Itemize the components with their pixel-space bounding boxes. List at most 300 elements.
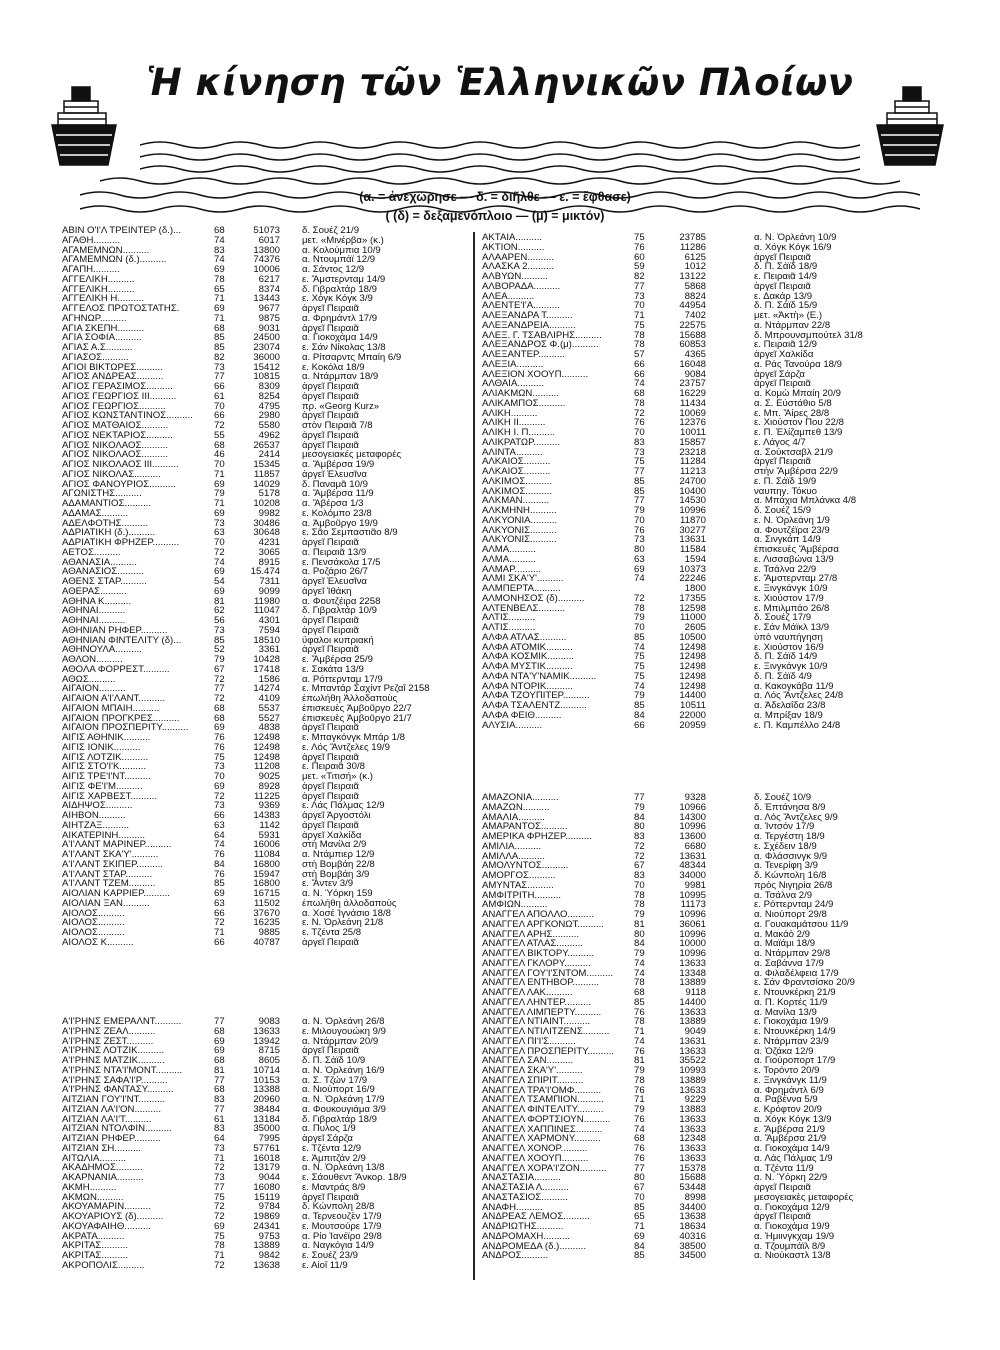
ship-built-year: 78 xyxy=(634,603,645,614)
ship-row xyxy=(62,733,472,743)
ship-row xyxy=(62,1066,472,1076)
ship-name: ΑΙΗΒΟΝ.......... xyxy=(62,811,126,821)
ship-status: ἀργεῖ Πειραιᾶ xyxy=(302,781,359,792)
ship-row xyxy=(482,565,942,575)
ship-status: ἀργεῖ Πειραιᾶ xyxy=(754,252,811,263)
ship-built-year: 70 xyxy=(634,428,645,438)
ship-name: ΑΘΕΡΑΣ.......... xyxy=(62,586,127,597)
ship-tonnage: 18510 xyxy=(253,635,280,646)
ship-status: α. Νιούπορτ 16/9 xyxy=(302,1085,375,1095)
ship-row xyxy=(62,255,472,265)
ship-name: ΑΝΑΓΓΕΛ ΦΙΝΤΕΛΙΤΥ.......... xyxy=(482,1105,604,1115)
ship-tonnage: 18634 xyxy=(679,1222,706,1232)
ship-tonnage: 4365 xyxy=(684,350,706,360)
ship-tonnage: 14400 xyxy=(679,997,706,1008)
ship-name: ΑΝΑΓΓΕΛ ΧΑΠΠΙΝΕΣ.......... xyxy=(482,1124,603,1135)
ship-status: α. Ραβέννα 5/9 xyxy=(754,1095,818,1105)
ship-name: ΑΚΜΗ.......... xyxy=(62,1182,117,1193)
ship-row xyxy=(482,662,942,672)
ship-tonnage: 13800 xyxy=(253,245,280,256)
ship-row xyxy=(62,1085,472,1095)
ship-status: α. Φλάσσινγκ 9/9 xyxy=(754,851,828,862)
ship-row xyxy=(482,292,942,302)
ship-status: ε. Τζέντα 12/9 xyxy=(302,1143,362,1154)
ship-row xyxy=(482,360,942,370)
ship-built-year: 73 xyxy=(214,362,225,373)
ship-built-year: 57 xyxy=(634,350,645,360)
ship-tonnage: 12348 xyxy=(679,1134,706,1144)
ship-tonnage: 1594 xyxy=(684,554,706,565)
ship-row xyxy=(62,1222,472,1232)
ship-built-year: 76 xyxy=(634,525,645,536)
ship-tonnage: 9025 xyxy=(258,772,280,782)
ship-name: ΑΚΡΙΤΑΣ.......... xyxy=(62,1241,128,1251)
ship-status: α. Ρόττερνταμ 17/9 xyxy=(302,674,383,685)
ship-built-year: 85 xyxy=(634,701,645,711)
ship-built-year: 72 xyxy=(634,851,645,862)
ship-status: α. Ροζάριο 26/7 xyxy=(302,567,369,577)
ship-row xyxy=(482,672,942,682)
ship-status: α. Γιοκοχάμα 12/9 xyxy=(754,1202,830,1213)
ship-status: ἐπισκευὲς Ἀμβοῦργο 21/7 xyxy=(302,713,412,724)
ship-row xyxy=(482,930,942,940)
ship-row xyxy=(62,1232,472,1242)
ship-row xyxy=(62,821,472,831)
ship-built-year: 78 xyxy=(634,330,645,341)
ship-name: ΑΛΕΞΙΟΝ ΧΟΟΥΠ.......... xyxy=(482,369,589,380)
ship-status: ε. Σακάτα 13/9 xyxy=(302,664,364,675)
ship-status: α. Μαϊάμι 18/9 xyxy=(754,939,816,949)
ship-built-year: 80 xyxy=(634,929,645,940)
ship-tonnage: 40316 xyxy=(679,1231,706,1242)
ship-built-year: 79 xyxy=(634,910,645,920)
ship-name: Α'Ι'ΡΗΝΣ ΖΕΑΛ.......... xyxy=(62,1026,156,1037)
ship-status: ἀργεῖ Πειραιᾶ xyxy=(302,304,359,314)
ship-row xyxy=(62,1154,472,1164)
ship-status: α. Ν. Ὑόρκη 22/9 xyxy=(754,1173,828,1183)
ship-built-year: 67 xyxy=(634,861,645,871)
ship-status: ε. Χιούστον Που 22/8 xyxy=(754,418,844,428)
ship-status: α. Φρημάντλ 17/9 xyxy=(302,313,378,324)
ship-status: ἀργεῖ Πειραιᾶ xyxy=(302,411,359,421)
ship-row xyxy=(482,939,942,949)
ship-status: δ. Π. Σάϊδ 15/9 xyxy=(754,301,818,311)
ship-name: ΑΓΑΘΗ.......... xyxy=(62,235,121,246)
ship-tonnage: 9982 xyxy=(258,508,280,519)
ship-status: δ. Γιβραλτάρ 18/9 xyxy=(302,284,377,295)
ship-tonnage: 8309 xyxy=(258,382,280,392)
ship-built-year: 75 xyxy=(634,671,645,682)
ship-row xyxy=(62,343,472,353)
ship-tonnage: 6017 xyxy=(258,235,280,246)
ship-status: ἀργεῖ Ἐλευσῖνα xyxy=(302,469,367,480)
ship-status: ε. Κολόμπο 23/8 xyxy=(302,508,372,519)
ship-status: α. Λός Ἄντζελες 9/9 xyxy=(754,812,838,823)
ship-row xyxy=(482,282,942,292)
ship-status: ἀργεῖ Πειραιᾶ xyxy=(754,1183,811,1193)
ship-status: στὴ Βομβάη 22/8 xyxy=(302,859,375,870)
ship-name: ΑΓΙΟΣ ΝΙΚΟΛΑΣ.......... xyxy=(62,469,161,480)
ship-tonnage: 11047 xyxy=(254,606,280,616)
ship-name: ΑΛΚΙΜΟΣ.......... xyxy=(482,486,552,497)
ship-status: ἀργεῖ Πειραιᾶ xyxy=(302,1046,359,1056)
ship-row xyxy=(482,1037,942,1047)
ship-status: ἀργεῖ Πειραιᾶ xyxy=(302,382,359,392)
ship-built-year: 79 xyxy=(634,506,645,516)
ship-name: ΑΔΑΜΑΝΤΙΟΣ.......... xyxy=(62,499,152,509)
ship-status: ε. Ἀμπιτζάν 2/9 xyxy=(302,1153,366,1164)
ship-name: ΑΓΙΟΣ ΦΑΝΟΥΡΙΟΣ.......... xyxy=(62,479,176,490)
ship-row xyxy=(62,1251,472,1261)
ship-tonnage: 4109 xyxy=(258,694,280,704)
ship-row xyxy=(62,675,472,685)
ship-row xyxy=(62,1027,472,1037)
ship-row xyxy=(62,431,472,441)
ship-tonnage: 51073 xyxy=(253,226,280,236)
ship-name: ΑΔΑΜΑΣ.......... xyxy=(62,508,129,519)
ship-built-year: 73 xyxy=(214,518,225,529)
ship-tonnage: 74376 xyxy=(253,255,280,265)
ship-status: δ. Γιβραλτάρ 18/9 xyxy=(302,1114,377,1125)
ship-built-year: 77 xyxy=(214,1017,225,1027)
ship-tonnage: 16229 xyxy=(679,389,706,399)
ship-row xyxy=(62,860,472,870)
ship-row xyxy=(62,1105,472,1115)
ship-name: ΑΛΕΞΑΝΤΕΡ.......... xyxy=(482,350,565,360)
ship-status: μεσογειακὲς μεταφορές xyxy=(754,1192,854,1203)
ship-tonnage: 30277 xyxy=(679,525,706,536)
ship-name: ΑΛΚΜΗΝΗ.......... xyxy=(482,506,557,516)
ship-tonnage: 38500 xyxy=(679,1241,706,1252)
ship-tonnage: 13633 xyxy=(679,1085,706,1096)
ship-row xyxy=(482,272,942,282)
ship-built-year: 62 xyxy=(214,606,225,616)
ship-built-year: 79 xyxy=(634,613,645,623)
ship-built-year: 72 xyxy=(634,408,645,419)
ship-row xyxy=(62,285,472,295)
ship-tonnage: 35522 xyxy=(679,1056,706,1066)
ship-name: ΑΓΑΜΕΜΝΩΝ (δ.).......... xyxy=(62,255,167,265)
ship-name: ΑΛΜΑ.......... xyxy=(482,545,536,555)
ship-row xyxy=(482,822,942,832)
ship-name: ΑΙΗΤΖΑΞ.......... xyxy=(62,820,130,831)
ship-built-year: 59 xyxy=(634,262,645,272)
ship-name: ΑΓΙΟΣ ΝΙΚΟΛΑΟΣ.......... xyxy=(62,440,169,451)
ship-row xyxy=(482,526,942,536)
ship-row xyxy=(482,1008,942,1018)
ship-status: ἀργεῖ Πειραιᾶ xyxy=(754,457,811,467)
ship-built-year: 74 xyxy=(634,1036,645,1047)
ship-row xyxy=(482,535,942,545)
ship-built-year: 77 xyxy=(214,1182,225,1193)
ship-row xyxy=(482,1242,942,1252)
ship-status: ε. Ξινγκάνγκ 10/9 xyxy=(754,662,828,672)
ship-status: ε. Μπαγκόνγκ Μπάρ 1/8 xyxy=(302,733,405,743)
ship-built-year: 75 xyxy=(634,662,645,672)
ship-tonnage: 9842 xyxy=(258,1251,280,1261)
ship-status: δ. Κώνπολη 16/8 xyxy=(754,871,827,881)
ship-name: ΑΘΗΝΙΑΝ ΡΗΦΕΡ.......... xyxy=(62,625,168,636)
ship-built-year: 72 xyxy=(634,841,645,852)
ship-row xyxy=(482,891,942,901)
ship-name: ΑΘΗΝΙΑΝ ΦΙΝΤΕΛΙΤΥ (δ)... xyxy=(62,635,182,646)
ship-tonnage: 9099 xyxy=(258,586,280,597)
ship-built-year: 83 xyxy=(634,437,645,448)
ship-status: ἀργεῖ Σάρζα xyxy=(754,369,805,380)
ship-tonnage: 20959 xyxy=(679,720,706,731)
ship-name: Α'Ι'ΛΑΝΤ ΜΑΡΙΝΕΡ.......... xyxy=(62,840,172,850)
ship-tonnage: 26537 xyxy=(253,440,280,451)
ship-name: ΑΜΟΛΥΝΤΟΣ.......... xyxy=(482,861,569,871)
legend xyxy=(330,188,660,226)
ship-row xyxy=(482,1095,942,1105)
ship-built-year: 71 xyxy=(214,499,225,509)
ship-name: ΑΝΑΓΓΕΛ ΠΡΟΣΠΕΡΙΤΥ.......... xyxy=(482,1046,615,1057)
ship-built-year: 66 xyxy=(634,720,645,731)
ship-tonnage: 13889 xyxy=(679,1017,706,1027)
ship-built-year: 68 xyxy=(214,440,225,451)
ship-status: ε. Ρόττερνταμ 24/9 xyxy=(754,900,834,910)
ship-row xyxy=(482,253,942,263)
ship-row xyxy=(482,1134,942,1144)
ship-tonnage: 10714 xyxy=(253,1065,280,1076)
ship-name: ΑΛΚΑΙΟΣ.......... xyxy=(482,457,551,467)
ship-name: ΑΙΓΙΣ ΤΡΕ'Ι'ΝΤ.......... xyxy=(62,772,151,782)
ship-tonnage: 11000 xyxy=(680,613,706,623)
ship-name: ΑΙΟΛΟΣ.......... xyxy=(62,928,125,938)
ship-built-year: 77 xyxy=(634,281,645,292)
ship-name: ΑΜΑΛΙΑ.......... xyxy=(482,812,545,823)
ship-tonnage: 13638 xyxy=(679,1212,706,1222)
ship-status: ε. Ξινγκάνγκ 10/9 xyxy=(754,584,828,594)
ship-built-year: 85 xyxy=(634,486,645,497)
ship-status: ἀργεῖ Πειραιᾶ xyxy=(302,937,359,948)
ship-tonnage: 14029 xyxy=(253,479,280,490)
ship-tonnage: 1142 xyxy=(259,820,280,831)
ship-name: ΑΝΑΓΓΕΛ ΣΑΝ.......... xyxy=(482,1056,574,1066)
ship-name: ΑΛΒΟΡΑΔΑ.......... xyxy=(482,281,561,292)
ship-status: α. Χόγκ Κόγκ 16/9 xyxy=(754,242,832,253)
ship-name: ΑΛΕΝΤΕ'Ι'Α.......... xyxy=(482,301,560,311)
ship-built-year: 79 xyxy=(634,802,645,813)
ship-status: ναυπηγ. Τόκυο xyxy=(754,486,818,497)
ship-status: α. Ν. Ὀρλεάνη 13/8 xyxy=(302,1163,385,1173)
ship-status: ε. Αἰοΐ 11/9 xyxy=(302,1260,348,1271)
ship-name: ΑΜΥΝΤΑΣ.......... xyxy=(482,880,554,891)
ship-tonnage: 13443 xyxy=(253,294,280,304)
ship-tonnage: 7402 xyxy=(684,311,706,321)
ship-tonnage: 10815 xyxy=(253,372,280,382)
ship-built-year: 76 xyxy=(214,850,225,860)
ship-built-year: 82 xyxy=(214,352,225,363)
ship-built-year: 69 xyxy=(214,723,225,733)
ship-status: α. Τεργέστη 18/9 xyxy=(754,832,825,842)
ship-row xyxy=(482,428,942,438)
ship-tonnage: 15.474 xyxy=(250,567,280,577)
ship-row xyxy=(482,1164,942,1174)
ship-name: ΑΛΤΕΝΒΕΛΣ.......... xyxy=(482,603,566,614)
ship-built-year: 69 xyxy=(214,781,225,792)
ship-row xyxy=(62,918,472,928)
ship-built-year: 72 xyxy=(214,674,225,685)
ship-name: ΑΛΤΙΣ.......... xyxy=(482,613,536,623)
ship-row xyxy=(482,711,942,721)
ship-row xyxy=(62,246,472,256)
ship-row xyxy=(62,1095,472,1105)
ship-row xyxy=(62,528,472,538)
ship-built-year: 68 xyxy=(634,1134,645,1144)
ship-name: ΑΜΑΡΑΝΤΟΣ.......... xyxy=(482,822,568,832)
ship-built-year: 71 xyxy=(214,1251,225,1261)
ship-name: ΑΝΑΓΓΕΛ ΝΤΙΛΙΤΖΕΝΣ.......... xyxy=(482,1027,610,1037)
ship-built-year: 71 xyxy=(214,1153,225,1164)
ship-tonnage: 19869 xyxy=(253,1212,280,1222)
ship-built-year: 72 xyxy=(214,421,225,431)
ship-built-year: 74 xyxy=(634,574,645,584)
ship-built-year: 78 xyxy=(214,274,225,285)
ship-name: ΑΝΑΣΤΑΣΙΑ.......... xyxy=(482,1173,561,1183)
ship-status: ἀργεῖ Χαλκίδα xyxy=(754,350,814,360)
ship-tonnage: 16715 xyxy=(253,889,280,899)
ship-name: ΑΓΙΑΣ Α.Σ.......... xyxy=(62,343,133,353)
ship-row xyxy=(482,613,942,623)
ship-status: ε. Γιοκοχάμα 19/9 xyxy=(754,1017,829,1027)
ship-row xyxy=(62,1037,472,1047)
ship-tonnage: 8254 xyxy=(258,391,280,402)
ship-row xyxy=(62,538,472,548)
ship-row xyxy=(482,701,942,711)
ship-built-year: 68 xyxy=(214,703,225,714)
ship-name: ΑΘΩΣ.......... xyxy=(62,674,116,685)
ship-row xyxy=(482,1056,942,1066)
ship-status: ε. Ν. Ὀρλεάνη 21/8 xyxy=(302,918,384,928)
ship-built-year: 80 xyxy=(634,545,645,555)
ship-built-year: 70 xyxy=(214,772,225,782)
ship-name: ΑΙΚΑΤΕΡΙΝΗ.......... xyxy=(62,830,145,841)
ship-built-year: 72 xyxy=(214,1202,225,1212)
ship-tonnage: 13122 xyxy=(679,272,706,282)
ship-tonnage: 12598 xyxy=(679,603,706,614)
ship-name: ΑΓΙΑΣΟΣ.......... xyxy=(62,352,129,363)
ship-row xyxy=(62,655,472,665)
ship-status: ἀργεῖ Πειραιᾶ xyxy=(302,616,359,626)
ship-row xyxy=(62,870,472,880)
ship-name: ΑΔΡΙΑΤΙΚΗ (δ.).......... xyxy=(62,528,156,538)
ship-row xyxy=(62,236,472,246)
ship-status: δ. Π. Σάϊδ 14/9 xyxy=(754,652,818,662)
ship-built-year: 85 xyxy=(214,879,225,889)
ship-row xyxy=(482,487,942,497)
ship-tonnage: 16048 xyxy=(679,359,706,370)
ship-list-column-1b xyxy=(62,1017,472,1271)
ship-tonnage: 11213 xyxy=(680,467,706,477)
ship-tonnage: 11502 xyxy=(254,898,280,909)
ship-row xyxy=(482,379,942,389)
ship-name: ΑΛΦΑ ΑΤΟΜΙΚ.......... xyxy=(482,642,573,653)
ship-row xyxy=(62,509,472,519)
ship-row xyxy=(62,402,472,412)
ship-row xyxy=(62,1202,472,1212)
ship-row xyxy=(482,643,942,653)
ship-row xyxy=(482,516,942,526)
ship-name: Α'Ι'ΡΗΝΣ ΕΜΕΡΑΛΝΤ.......... xyxy=(62,1017,182,1027)
ship-tonnage: 9083 xyxy=(258,1017,280,1027)
ship-built-year: 65 xyxy=(214,284,225,295)
ship-row xyxy=(62,1163,472,1173)
ship-status: α. Ὀζάκα 12/9 xyxy=(754,1046,814,1057)
ship-built-year: 66 xyxy=(214,811,225,821)
ship-name: ΑΝΑΓΓΕΛ ΧΑΡΜΟΝΥ.......... xyxy=(482,1134,601,1144)
ship-status: ὑπὸ ναυπήγηση xyxy=(754,632,823,643)
ship-name: Α'Ι'ΡΗΝΣ ΛΟΤΖΙΚ.......... xyxy=(62,1046,165,1056)
ship-status: ε. Τσάλνα 22/9 xyxy=(754,564,817,575)
ship-tonnage: 6125 xyxy=(684,252,706,263)
ship-built-year: 81 xyxy=(634,919,645,930)
ship-status: στὸν Πειραιᾶ 7/8 xyxy=(302,421,373,431)
ship-row xyxy=(62,577,472,587)
ship-name: ΑΛΒΥΩΝ.......... xyxy=(482,272,548,282)
ship-name: ΑΙΓΙΣ ΛΟΤΖΙΚ.......... xyxy=(62,752,149,763)
ship-tonnage: 23074 xyxy=(253,343,280,353)
ship-tonnage: 10996 xyxy=(679,822,706,832)
ship-name: ΑΜΙΛΙΑ.......... xyxy=(482,841,542,852)
ship-tonnage: 13184 xyxy=(253,1114,280,1125)
ship-row xyxy=(62,704,472,714)
ship-tonnage: 13633 xyxy=(679,1124,706,1135)
ship-name: ΑΘΕΝΣ ΣΤΑΡ.......... xyxy=(62,577,147,587)
ship-name: ΑΛΚΑΙΟΣ.......... xyxy=(482,467,551,477)
ship-built-year: 83 xyxy=(214,1095,225,1105)
ship-status: ἀργεῖ Πειραιᾶ xyxy=(754,281,811,292)
ship-name: ΑΙΟΛΟΣ.......... xyxy=(62,918,125,928)
ship-built-year: 76 xyxy=(214,742,225,753)
ship-name: ΑΙΟΛΙΑΝ ΚΑΡΡΙΕΡ.......... xyxy=(62,889,170,899)
ship-built-year: 63 xyxy=(634,554,645,565)
ship-tonnage: 10996 xyxy=(679,949,706,959)
ship-status: α. Μπάχια Μπλάνκα 4/8 xyxy=(754,496,857,506)
ship-built-year: 69 xyxy=(214,508,225,519)
ship-row xyxy=(482,842,942,852)
ship-row xyxy=(62,1144,472,1154)
ship-built-year: 70 xyxy=(214,538,225,548)
ship-row xyxy=(62,1076,472,1086)
ship-status: ε. Μαντράς 8/9 xyxy=(302,1182,366,1193)
ship-built-year: 84 xyxy=(634,1241,645,1252)
ship-name: ΑΓΑΜΕΜΝΩΝ.......... xyxy=(62,245,150,256)
ship-row xyxy=(482,861,942,871)
ship-name: ΑΛΙΚΗ ΙΙ.......... xyxy=(482,418,546,428)
ship-tonnage: 7594 xyxy=(258,625,280,636)
ship-row xyxy=(482,1183,942,1193)
ship-status: α. Φιλαδέλφεια 17/9 xyxy=(754,968,839,979)
ship-status: α. Ντάρμπαν 29/8 xyxy=(754,949,831,959)
ship-built-year: 70 xyxy=(634,880,645,891)
ship-name: ΑΝΑΓΓΕΛ ΛΙΜΠΕΡΤΥ.......... xyxy=(482,1007,602,1018)
ship-name: ΑΓΙΟΣ ΚΩΝΣΤΑΝΤΙΝΟΣ.......... xyxy=(62,411,193,421)
ship-name: ΑΛΦΑ ΦΕΙΘ.......... xyxy=(482,710,562,721)
ship-built-year: 74 xyxy=(214,255,225,265)
ship-name: ΑΛΙΚΑΜΠΟΣ.......... xyxy=(482,398,566,409)
ship-built-year: 70 xyxy=(634,1192,645,1203)
ship-name: ΑΘΗΝΑ Κ.......... xyxy=(62,596,132,607)
ship-name: ΑΝΑΓΓΕΛ ΣΠΙΡΙΤ.......... xyxy=(482,1075,584,1086)
ship-tonnage: 13633 xyxy=(679,1046,706,1057)
ship-name: Α'Ι'ΡΗΝΣ ΦΑΝΤΑΣΥ.......... xyxy=(62,1085,174,1095)
ship-status: ε. Τορόντο 20/9 xyxy=(754,1066,820,1076)
ship-name: ΑΓΑΠΗ.......... xyxy=(62,265,120,275)
ship-built-year: 68 xyxy=(634,988,645,998)
ship-name: ΑΘΟΛΑ ΦΟΡΡΕΣΤ.......... xyxy=(62,664,170,675)
